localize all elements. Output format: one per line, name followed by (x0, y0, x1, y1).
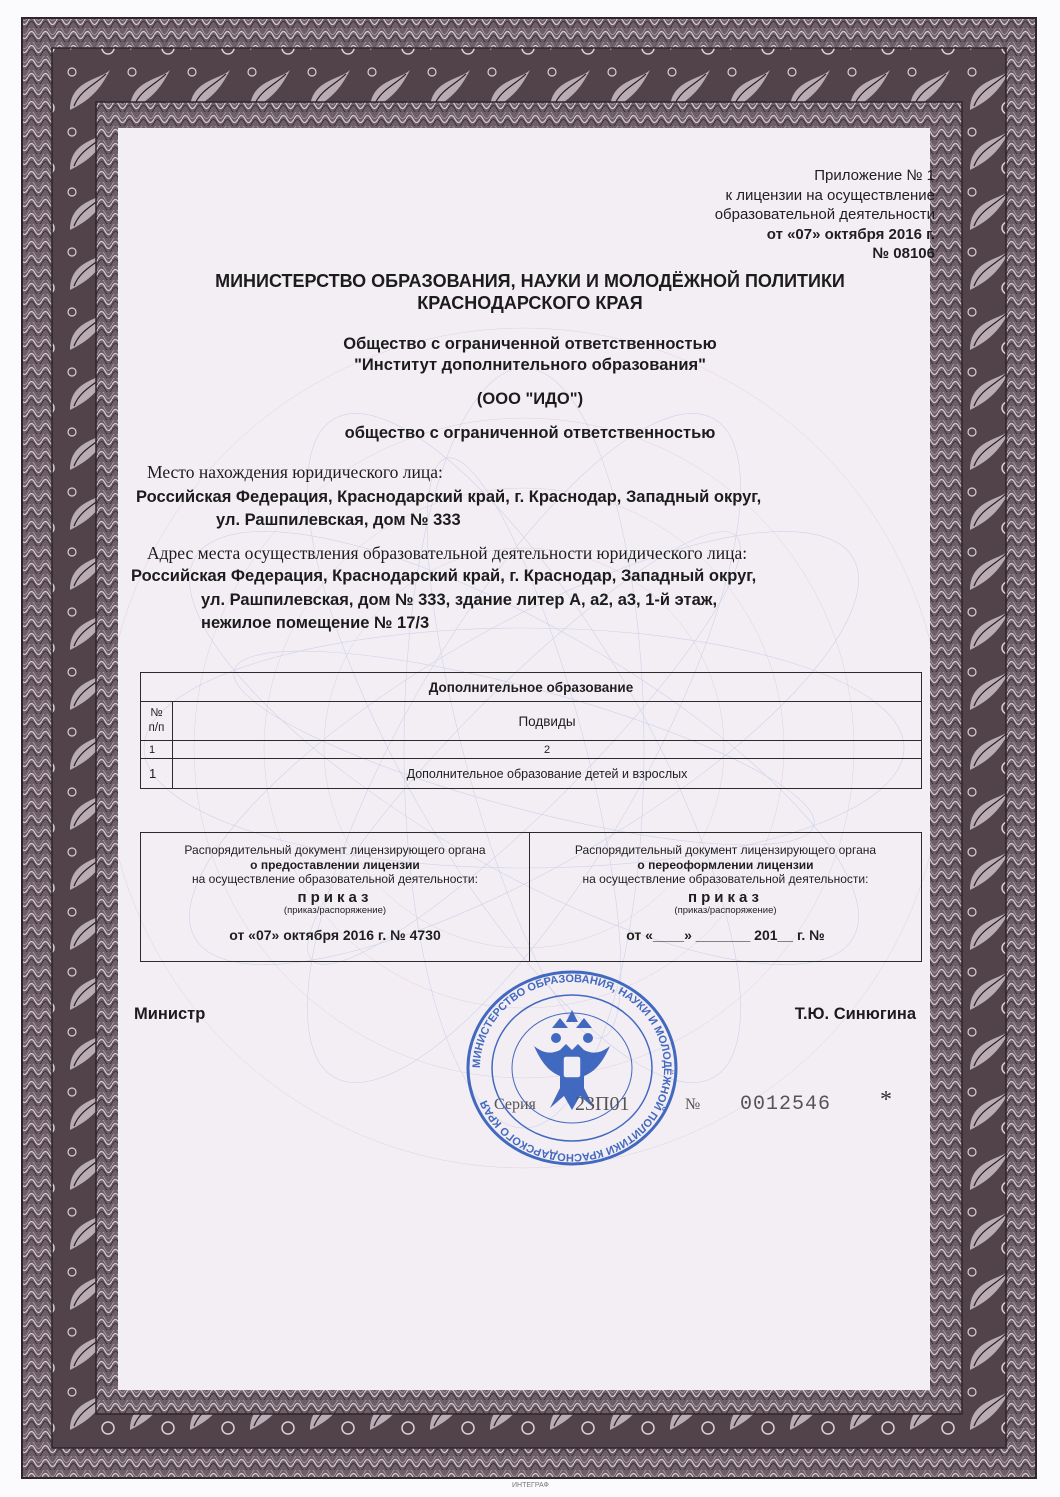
activity-address-line1: Российская Федерация, Краснодарский край, г. Краснодар, Западный округ, (131, 567, 757, 585)
appendix-date: от «07» октября 2016 г. (766, 225, 935, 243)
table-row (141, 759, 922, 789)
activity-address-line3: нежилое помещение № 17/3 (201, 614, 430, 632)
index-cell-1: 1 (141, 741, 173, 759)
num-column-header (141, 702, 173, 741)
organization-short-name: (ООО "ИДО") (476, 390, 584, 408)
doc-reissue-line3: на осуществление образовательной деятельности: (582, 872, 869, 886)
stamp-text: МИНИСТЕРСТВО ОБРАЗОВАНИЯ, НАУКИ И МОЛОДЁЖНОЙ ПОЛИТИКИ КРАСНОДАРСКОГО КРАЯ (470, 972, 674, 1164)
doc-grant-line1: Распорядительный документ лицензирующего органа (184, 843, 486, 857)
table-index-row (141, 741, 922, 759)
table-title: Дополнительное образование (141, 673, 922, 702)
organization-name-line2: "Институт дополнительного образования" (354, 356, 706, 374)
appendix-title: Приложение № 1 (814, 167, 935, 184)
row-number: 1 (141, 759, 173, 789)
doc-grant-order-sub: (приказ/распоряжение) (283, 904, 387, 916)
doc-reissue-order-sub: (приказ/распоряжение) (674, 904, 777, 916)
organization-name (130, 334, 930, 376)
doc-reissue-line1: Распорядительный документ лицензирующего органа (574, 843, 877, 857)
appendix-number: № 08106 (872, 245, 935, 263)
doc-reissue-date: от «____» _______ 201__ г. № (626, 926, 825, 943)
ministry-title (130, 270, 930, 314)
num-header-line1: № (150, 707, 163, 719)
index-cell-2: 2 (173, 741, 922, 759)
appendix-header (715, 166, 935, 264)
legal-address-line1: Российская Федерация, Краснодарский край, г. Краснодар, Западный округ, (136, 488, 762, 506)
doc-reissue-box (530, 832, 922, 962)
printer-mark: ИНТЕГРАФ (512, 1482, 549, 1489)
doc-grant-date: от «07» октября 2016 г. № 4730 (229, 926, 441, 943)
official-stamp-icon (462, 968, 682, 1168)
activity-address-line2: ул. Рашпилевская, дом № 333, здание литер А, а2, а3, 1-й этаж, (201, 591, 718, 609)
signatory-name: Т.Ю. Синюгина (794, 1005, 916, 1023)
legal-address-line2: ул. Рашпилевская, дом № 333 (216, 511, 461, 529)
table-title-row (141, 673, 922, 702)
row-subtype: Дополнительное образование детей и взрослых (173, 759, 922, 789)
ministry-line1: МИНИСТЕРСТВО ОБРАЗОВАНИЯ, НАУКИ И МОЛОДЁЖНОЙ ПОЛИТИКИ (215, 271, 845, 291)
activity-address-label: Адрес места осуществления образовательной деятельности юридического лица: (147, 543, 748, 563)
signatory-title: Министр (134, 1005, 206, 1023)
subtypes-column-header: Подвиды (173, 702, 922, 741)
appendix-line3: образовательной деятельности (714, 206, 935, 224)
series-label: Серия (494, 1096, 536, 1113)
doc-grant-line3: на осуществление образовательной деятельности: (192, 872, 478, 886)
serial-number: 0012546 (740, 1093, 832, 1116)
legal-address-label: Место нахождения юридического лица: (147, 462, 443, 482)
number-label: № (685, 1096, 701, 1113)
series-value: 23П01 (575, 1093, 630, 1115)
serial-mark: * (880, 1087, 892, 1113)
ministry-line2: КРАСНОДАРСКОГО КРАЯ (417, 293, 643, 313)
doc-reissue-order: приказ (688, 888, 763, 906)
doc-grant-order: приказ (297, 888, 373, 906)
doc-reissue-line2: о переоформлении лицензии (637, 857, 814, 872)
organization-legal-form: общество с ограниченной ответственностью (344, 424, 716, 442)
table-header-row (141, 702, 922, 741)
doc-grant-line2: о предоставлении лицензии (250, 857, 420, 872)
doc-grant-box (140, 832, 530, 962)
organization-name-line1: Общество с ограниченной ответственностью (343, 335, 717, 353)
appendix-line2: к лицензии на осуществление (725, 186, 935, 204)
education-table (140, 672, 922, 789)
num-header-line2: п/п (148, 722, 165, 734)
